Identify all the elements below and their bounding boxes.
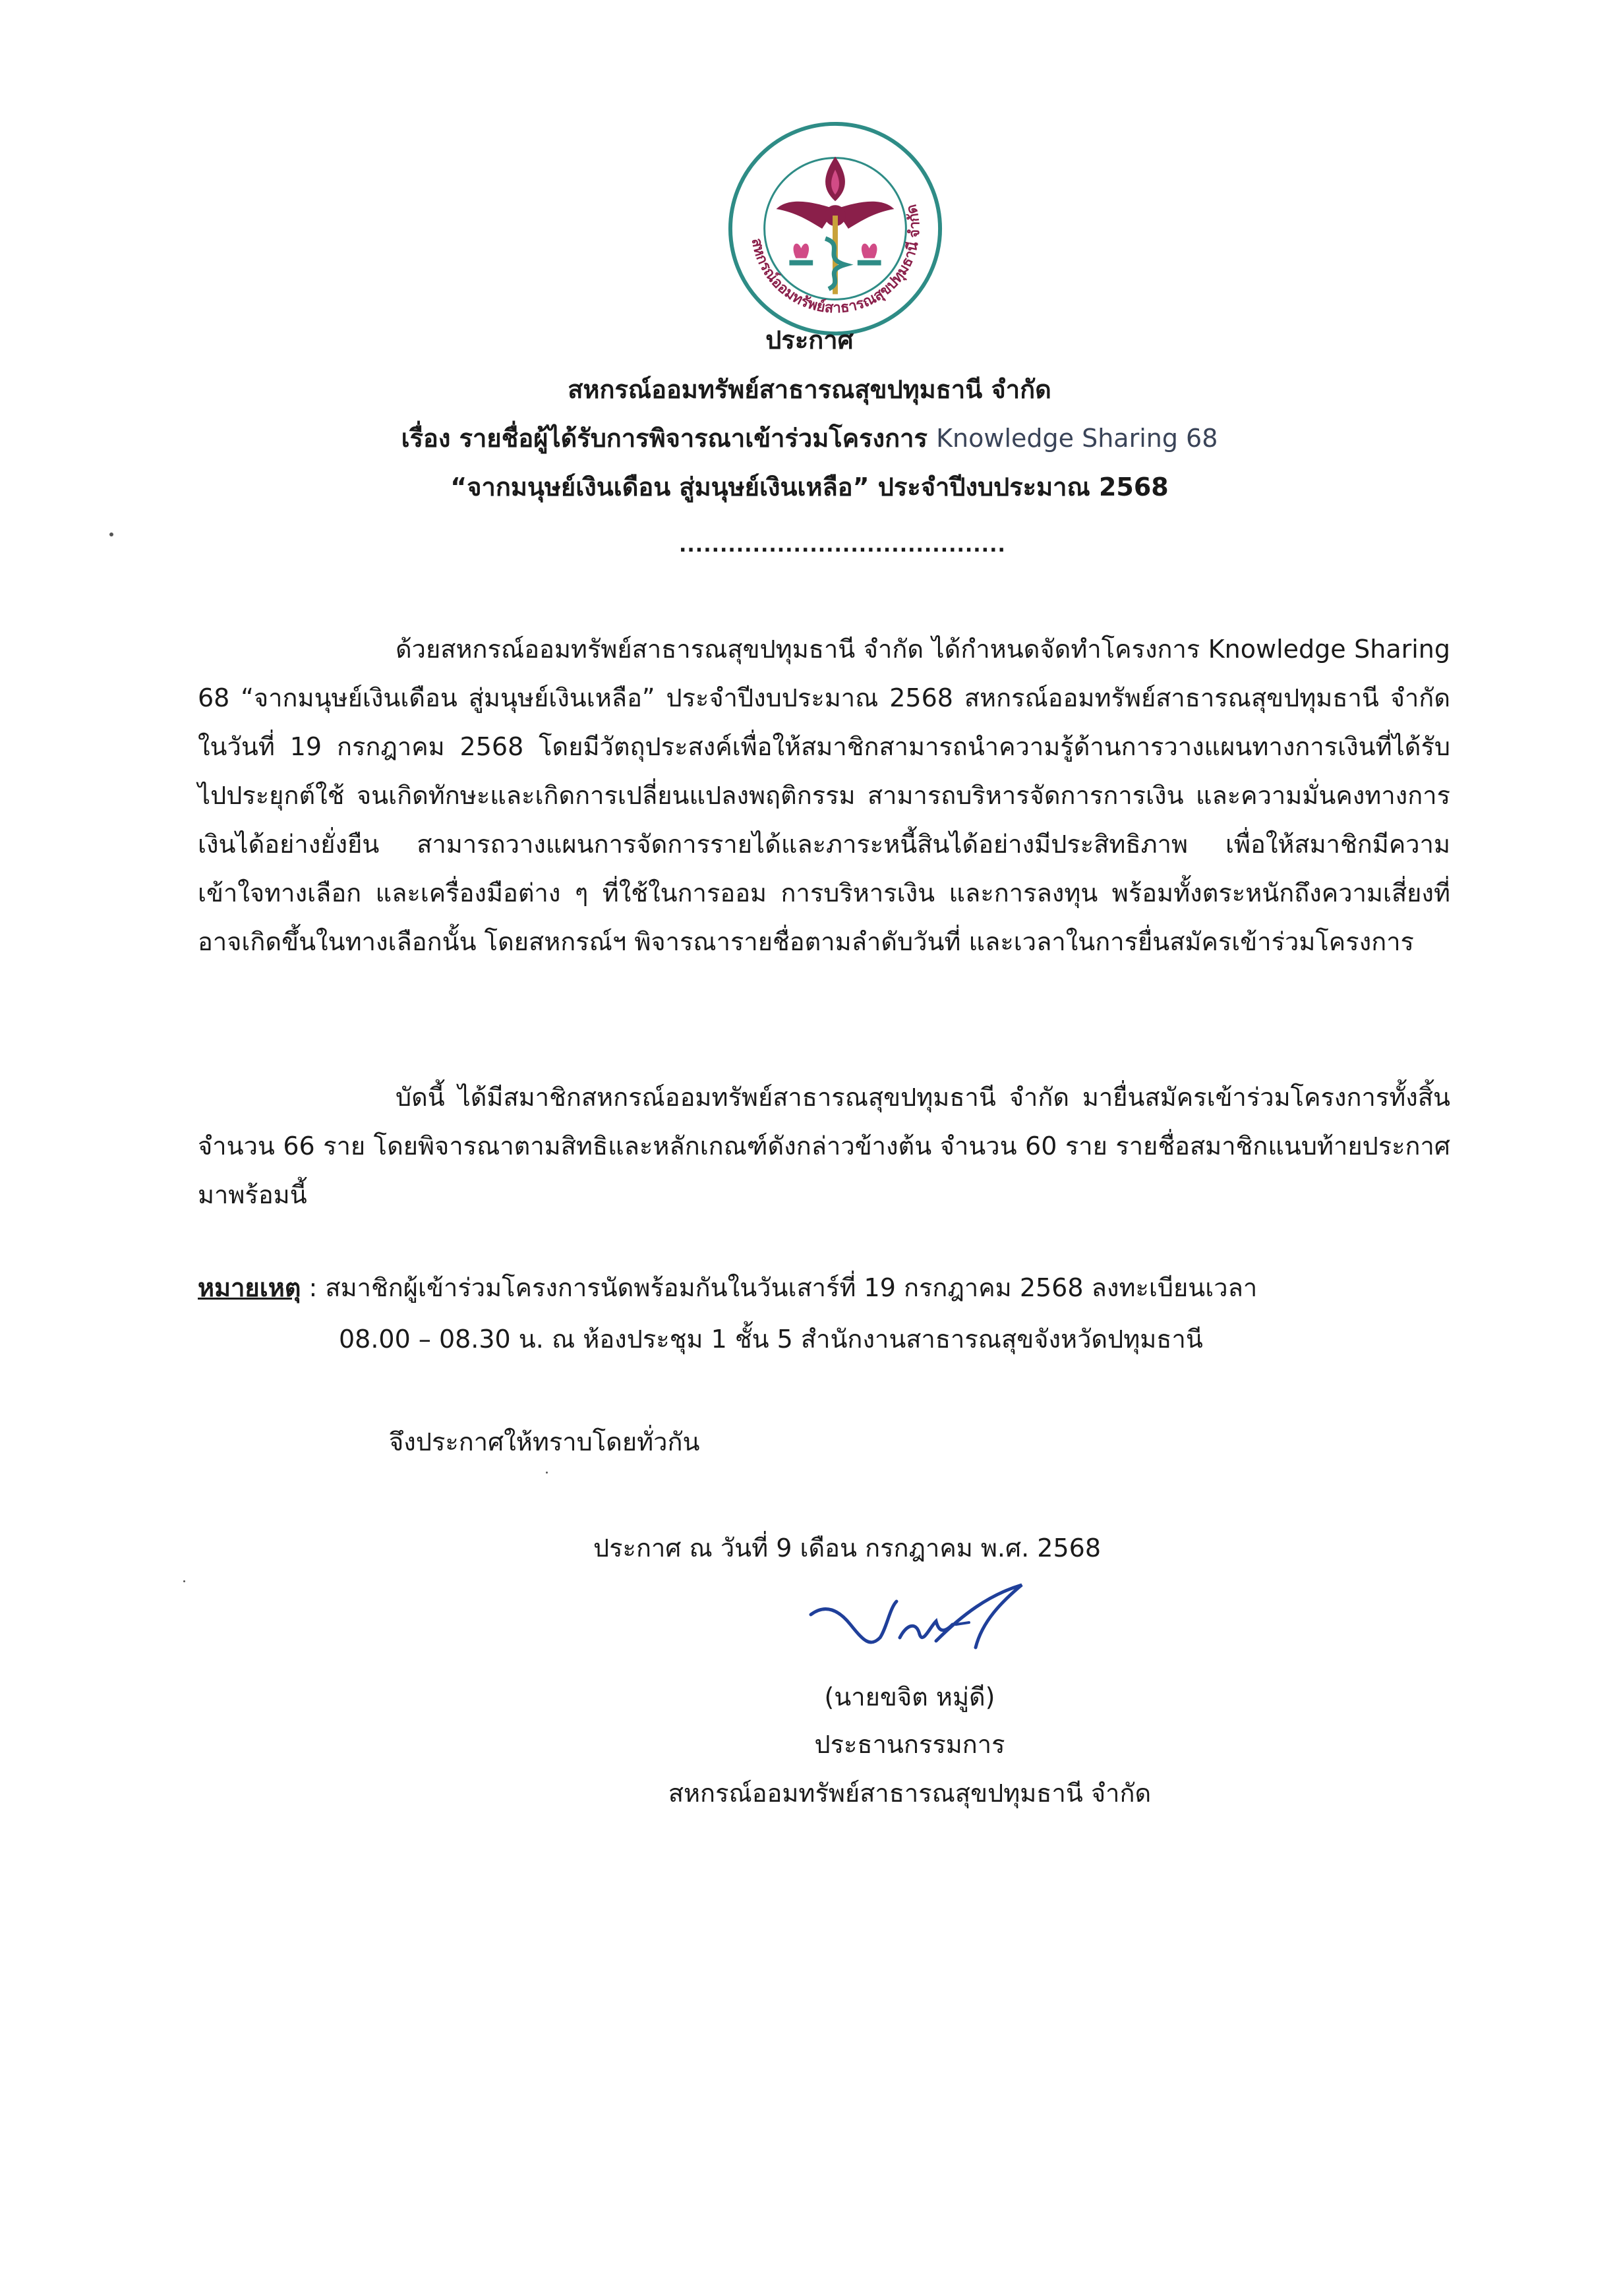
subject-prefix: เรื่อง รายชื่อผู้ได้รับการพิจารณาเข้าร่วมโครงการ bbox=[401, 424, 937, 453]
signer-position: ประธานกรรมการ bbox=[814, 1730, 1005, 1759]
remark-separator: : bbox=[301, 1273, 326, 1302]
scan-speck bbox=[546, 1472, 548, 1474]
signer-name: (นายขจิต หมู่ดี) bbox=[824, 1682, 995, 1711]
remark-label: หมายเหตุ bbox=[198, 1273, 301, 1302]
signer-organization: สหกรณ์ออมทรัพย์สาธารณสุขปทุมธานี จำกัด bbox=[668, 1779, 1152, 1808]
paragraph-2 bbox=[198, 1073, 1450, 1219]
subject-line-2: “จากมนุษย์เงินเดือน สู่มนุษย์เงินเหลือ” ประจำปีงบประมาณ 2568 bbox=[450, 473, 1169, 502]
remark bbox=[198, 1262, 1450, 1365]
paragraph-1-text: ด้วยสหกรณ์ออมทรัพย์สาธารณสุขปทุมธานี จำกัด ได้กำหนดจัดทำโครงการ Knowledge Sharing 68 “จากมนุษย์เงินเดือน สู่มนุษย์เงินเหลือ” ประจำปีงบประมาณ 2568 สหกรณ์ออมทรัพย์สาธารณสุขปทุมธานี จำกัด ในวันที่ 19 กรกฎาคม 2568 โดยมีวัตถุประสงค์เพื่อให้สมาชิกสามารถนำความรู้ด้านการวางแผนทางการเงินที่ได้รับไปประยุกต์ใช้ จนเกิดทักษะและเกิดการเปลี่ยนแปลงพฤติกรรม สามารถบริหารจัดการการเงิน และความมั่นคงทางการเงินได้อย่างยั่งยืน สามารถวางแผนการจัดการรายได้และภาระหนี้สินได้อย่างมีประสิทธิภาพ เพื่อให้สมาชิกมีความเข้าใจทางเลือก และเครื่องมือต่าง ๆ ที่ใช้ในการออม การบริหารเงิน และการลงทุน พร้อมทั้งตระหนักถึงความเสี่ยงที่อาจเกิดขึ้นในทางเลือกนั้น โดยสหกรณ์ฯ พิจารณารายชื่อตามลำดับวันที่ และเวลาในการยื่นสมัครเข้าร่วมโครงการ bbox=[198, 635, 1450, 956]
paragraph-1 bbox=[198, 625, 1450, 966]
divider: ........................................ bbox=[679, 534, 1006, 557]
remark-line-2: 08.00 – 08.30 น. ณ ห้องประชุม 1 ชั้น 5 สำนักงานสาธารณสุขจังหวัดปทุมธานี bbox=[339, 1325, 1203, 1354]
subject-line bbox=[0, 426, 1619, 451]
announcement-title: ประกาศ bbox=[765, 326, 854, 355]
closing-statement: จึงประกาศให้ทราบโดยทั่วกัน bbox=[389, 1427, 700, 1456]
handwritten-signature bbox=[804, 1575, 1055, 1667]
svg-text:สหกรณ์ออมทรัพย์สาธารณสุขปทุมธา: สหกรณ์ออมทรัพย์สาธารณสุขปทุมธานี จำกัด bbox=[748, 202, 924, 317]
remark-line-1: สมาชิกผู้เข้าร่วมโครงการนัดพร้อมกันในวันเสาร์ที่ 19 กรกฎาคม 2568 ลงทะเบียนเวลา bbox=[325, 1273, 1258, 1302]
scan-speck bbox=[183, 1580, 185, 1582]
organization-name: สหกรณ์ออมทรัพย์สาธารณสุขปทุมธานี จำกัด bbox=[568, 375, 1051, 404]
announcement-date: ประกาศ ณ วันที่ 9 เดือน กรกฎาคม พ.ศ. 2568 bbox=[593, 1534, 1102, 1563]
cooperative-logo bbox=[724, 117, 947, 340]
subject-project-name: Knowledge Sharing 68 bbox=[936, 424, 1218, 453]
paragraph-2-text: บัดนี้ ได้มีสมาชิกสหกรณ์ออมทรัพย์สาธารณสุขปทุมธานี จำกัด มายื่นสมัครเข้าร่วมโครงการทั้งสิ้นจำนวน 66 ราย โดยพิจารณาตามสิทธิและหลักเกณฑ์ดังกล่าวข้างต้น จำนวน 60 ราย รายชื่อสมาชิกแนบท้ายประกาศ มาพร้อมนี้ bbox=[198, 1083, 1450, 1209]
scan-speck bbox=[109, 532, 113, 536]
